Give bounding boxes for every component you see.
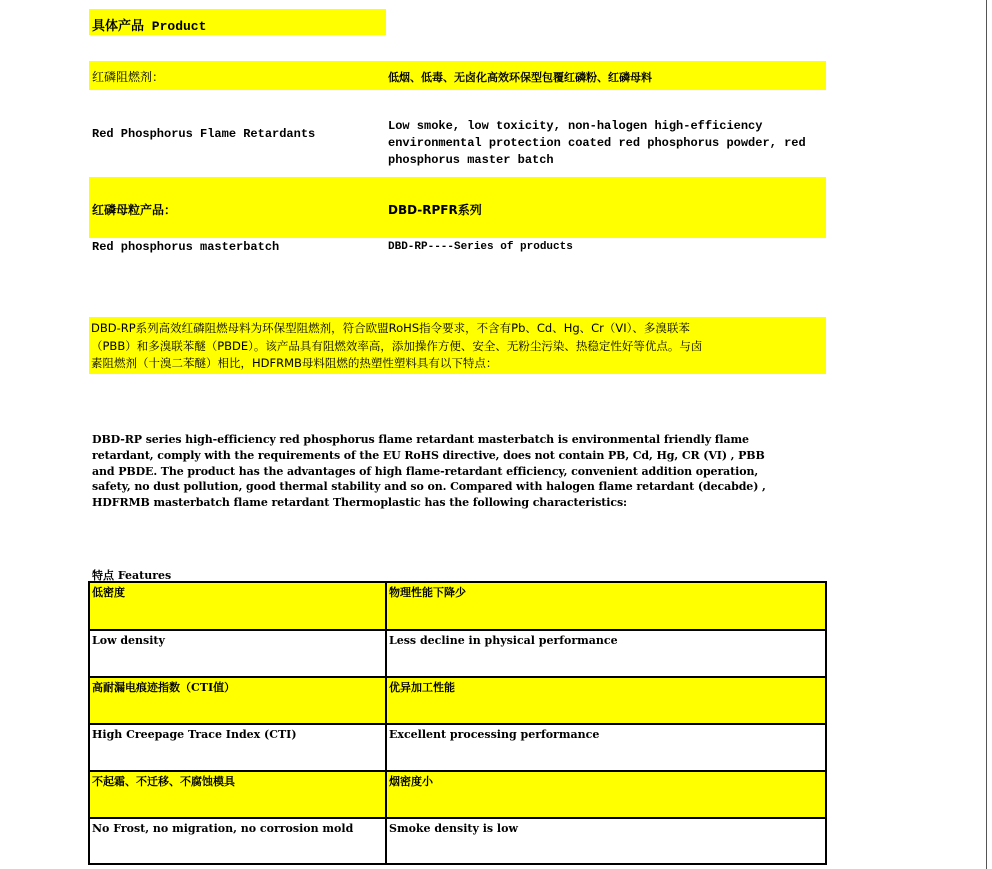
- features-row: [90, 772, 825, 817]
- feature-cell-en: High Creepage Trace Index (CTI): [90, 725, 387, 770]
- feature-cell-cn: 物理性能下降少: [389, 586, 466, 599]
- paragraph-en-line: retardant, comply with the requirements of the EU RoHS directive, does not contain PB, Cd, Hg, CR (VI) , PBB: [92, 448, 765, 462]
- feature-cell-en: Low density: [90, 631, 387, 676]
- rp-en-value-line: environmental protection coated red phosphorus powder, red: [388, 136, 806, 150]
- mb-en-label: Red phosphorus masterbatch: [92, 240, 280, 254]
- mb-cn-label: 红磷母粒产品：: [92, 203, 177, 217]
- feature-cell-en: Smoke density is low: [389, 822, 518, 835]
- paragraph-cn-line: （PBB）和多溴联苯醚（PBDE）。该产品具有阻燃效率高，添加操作方便、安全、无粉尘污染、热稳定性好等优点。与卤: [91, 338, 703, 353]
- features-row: [90, 819, 825, 863]
- rp-cn-value: 低烟、低毒、无卤化高效环保型包覆红磷粉、红磷母料: [388, 71, 652, 84]
- features-table: [88, 581, 827, 865]
- rp-en-label: Red Phosphorus Flame Retardants: [92, 127, 316, 141]
- paragraph-en-line: DBD-RP series high-efficiency red phosphorus flame retardant masterbatch is environmental friendly flame: [92, 433, 749, 446]
- paragraph-en-line: HDFRMB masterbatch flame retardant Thermoplastic has the following characteristics:: [92, 496, 627, 510]
- product-header-title: 具体产品 Product: [92, 19, 207, 34]
- mb-cn-value: DBD-RPFR系列: [388, 203, 482, 217]
- feature-cell-en: Less decline in physical performance: [389, 634, 618, 647]
- feature-cell-cn: 烟密度小: [389, 775, 433, 788]
- features-row: [90, 631, 825, 676]
- feature-cell-cn: 高耐漏电痕迹指数（CTI值）: [90, 678, 387, 723]
- feature-cell-cn: 优异加工性能: [389, 681, 455, 694]
- page-right-border: [986, 0, 987, 869]
- features-heading: 特点 Features: [92, 569, 172, 582]
- paragraph-cn-line: DBD-RP系列高效红磷阻燃母料为环保型阻燃剂，符合欧盟RoHS指令要求，不含有Pb、Cd、Hg、Cr（VI）、多溴联苯: [91, 321, 690, 335]
- mb-en-value: DBD-RP----Series of products: [388, 241, 573, 253]
- paragraph-en-line: and PBDE. The product has the advantages of high flame-retardant efficiency, convenient addition operation,: [92, 464, 759, 478]
- features-row: [90, 678, 825, 723]
- rp-en-value-line: phosphorus master batch: [388, 153, 554, 167]
- feature-cell-cn: 不起霜、不迁移、不腐蚀模具: [90, 772, 387, 817]
- rp-cn-label: 红磷阻燃剂：: [92, 70, 165, 84]
- paragraph-en-line: safety, no dust pollution, good thermal stability and so on. Compared with halogen flame retardant (decabde) ,: [92, 480, 766, 494]
- feature-cell-en: Excellent processing performance: [389, 728, 600, 741]
- features-row: [90, 583, 825, 629]
- paragraph-en: [92, 432, 766, 511]
- feature-cell-en: No Frost, no migration, no corrosion mold: [90, 819, 387, 863]
- rp-en-value-line: Low smoke, low toxicity, non-halogen high-efficiency: [388, 119, 763, 133]
- rp-en-value: [388, 118, 806, 169]
- paragraph-cn-line: 素阻燃剂（十溴二苯醚）相比，HDFRMB母料阻燃的热塑性塑料具有以下特点：: [91, 356, 498, 370]
- feature-cell-cn: 低密度: [90, 583, 387, 629]
- paragraph-cn: [91, 320, 702, 373]
- features-row: [90, 725, 825, 770]
